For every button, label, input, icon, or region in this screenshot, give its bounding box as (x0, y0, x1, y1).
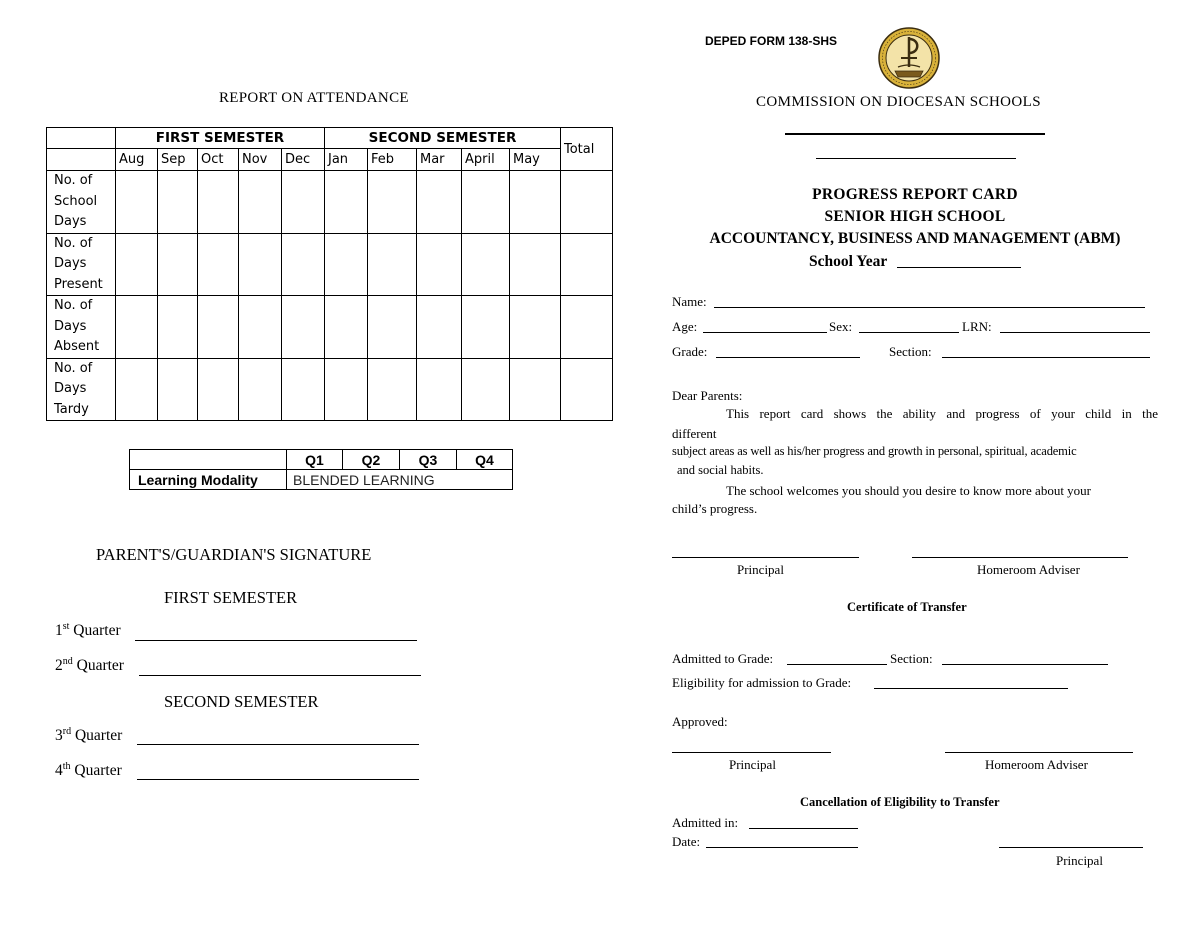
school-year-line[interactable] (897, 267, 1021, 268)
quarter-2-label: 2nd Quarter (55, 656, 124, 674)
adviser2-signature-line[interactable] (945, 752, 1133, 753)
quarter-3-signature-line[interactable] (137, 744, 419, 745)
quarter-4-signature-line[interactable] (137, 779, 419, 780)
school-name-line[interactable] (785, 133, 1045, 135)
cell[interactable] (561, 296, 613, 359)
principal-signature-line[interactable] (672, 557, 859, 558)
report-card-title: PROGRESS REPORT CARD (812, 186, 1018, 203)
quarter-q1: Q1 (287, 450, 343, 470)
letter-line-4: The school welcomes you should you desire to know more about your (726, 483, 1092, 498)
cell[interactable] (510, 358, 561, 421)
attendance-table (46, 127, 613, 421)
lrn-label: LRN: (962, 319, 992, 334)
month-may: May (510, 149, 561, 171)
cell[interactable] (462, 358, 510, 421)
adviser-label: Homeroom Adviser (977, 562, 1080, 577)
grade-label: Grade: (672, 344, 708, 359)
quarter-2-signature-line[interactable] (139, 675, 421, 676)
principal3-signature-line[interactable] (999, 847, 1143, 848)
date-label: Date: (672, 834, 701, 849)
cell[interactable] (417, 296, 462, 359)
eligibility-line[interactable] (874, 688, 1068, 689)
letter-line-5: child’s progress. (672, 501, 758, 516)
total-header (561, 128, 613, 171)
learning-modality-table (129, 449, 513, 490)
row-label: No. of Days Present (47, 233, 116, 296)
admitted-in-line[interactable] (749, 828, 858, 829)
adviser-signature-line[interactable] (912, 557, 1128, 558)
cell[interactable] (368, 358, 417, 421)
principal2-label: Principal (729, 757, 776, 772)
cert-section-line[interactable] (942, 664, 1108, 665)
month-jan: Jan (325, 149, 368, 171)
cell[interactable] (239, 358, 282, 421)
sex-label: Sex: (829, 319, 853, 334)
lrn-line[interactable] (1000, 332, 1150, 333)
cell[interactable] (282, 358, 325, 421)
cell[interactable] (462, 296, 510, 359)
quarter-q4: Q4 (457, 450, 513, 470)
commission-title: COMMISSION ON DIOCESAN SCHOOLS (756, 94, 1041, 110)
row-label: No. of School Days (47, 171, 116, 234)
month-oct: Oct (198, 149, 239, 171)
admitted-grade-label: Admitted to Grade: (672, 651, 774, 666)
section-line[interactable] (942, 357, 1150, 358)
name-line[interactable] (714, 307, 1145, 308)
quarter-3-label: 3rd Quarter (55, 726, 123, 744)
name-label: Name: (672, 294, 707, 309)
row-label: No. of Days Tardy (47, 358, 116, 421)
month-sep: Sep (158, 149, 198, 171)
eligibility-label: Eligibility for admission to Grade: (672, 675, 852, 690)
quarter-1-label: 1st Quarter (55, 621, 121, 639)
cell[interactable] (239, 296, 282, 359)
cancellation-title: Cancellation of Eligibility to Transfer (800, 795, 1000, 809)
principal2-signature-line[interactable] (672, 752, 831, 753)
first-semester-header: FIRST SEMESTER (116, 128, 325, 149)
blank-month-cell (47, 149, 116, 171)
attendance-title: REPORT ON ATTENDANCE (219, 90, 409, 106)
blank-cell (130, 450, 287, 470)
letter-line-2: subject areas as well as his/her progress and growth in personal, spiritual, academic (672, 444, 1077, 458)
month-feb: Feb (368, 149, 417, 171)
month-nov: Nov (239, 149, 282, 171)
cell[interactable] (325, 358, 368, 421)
school-seal-icon (878, 27, 940, 89)
cell[interactable] (198, 358, 239, 421)
signature-title: PARENT'S/GUARDIAN'S SIGNATURE (96, 545, 372, 564)
form-code: DEPED FORM 138-SHS (705, 34, 838, 48)
quarter-1-signature-line[interactable] (135, 640, 417, 641)
section-label: Section: (889, 344, 932, 359)
quarter-4-label: 4th Quarter (55, 761, 122, 779)
strand-title: ACCOUNTANCY, BUSINESS AND MANAGEMENT (ABM) (709, 230, 1121, 247)
letter-line-1: This report card shows the ability and progress of your child in the (726, 406, 1158, 421)
cell[interactable] (417, 358, 462, 421)
cell[interactable] (368, 296, 417, 359)
sig-first-semester: FIRST SEMESTER (164, 588, 298, 607)
month-dec: Dec (282, 149, 325, 171)
cell[interactable] (116, 358, 158, 421)
grade-line[interactable] (716, 357, 860, 358)
school-year-label: School Year (809, 253, 888, 270)
cell[interactable] (282, 296, 325, 359)
approved-label: Approved: (672, 714, 728, 729)
age-label: Age: (672, 319, 698, 334)
principal-label: Principal (737, 562, 784, 577)
certificate-title: Certificate of Transfer (847, 600, 967, 614)
letter-line-1b: different (672, 426, 717, 441)
learning-modality-value[interactable]: BLENDED LEARNING (287, 470, 513, 490)
school-address-line[interactable] (816, 158, 1016, 159)
row-label: No. of Days Absent (47, 296, 116, 359)
sex-line[interactable] (859, 332, 959, 333)
cell[interactable] (325, 296, 368, 359)
admitted-grade-line[interactable] (787, 664, 887, 665)
cell[interactable] (198, 296, 239, 359)
principal3-label: Principal (1056, 853, 1103, 868)
month-mar: Mar (417, 149, 462, 171)
admitted-in-label: Admitted in: (672, 815, 739, 830)
cell[interactable] (158, 358, 198, 421)
month-april: April (462, 149, 510, 171)
row-days-tardy (47, 358, 613, 421)
sig-second-semester: SECOND SEMESTER (164, 692, 319, 711)
letter-line-3: and social habits. (677, 463, 764, 477)
month-aug: Aug (116, 149, 158, 171)
cert-section-label: Section: (890, 651, 933, 666)
row-days-absent (47, 296, 613, 359)
second-semester-header: SECOND SEMESTER (325, 128, 561, 149)
adviser2-label: Homeroom Adviser (985, 757, 1088, 772)
quarter-q3: Q3 (400, 450, 457, 470)
dear-parents: Dear Parents: (672, 388, 743, 403)
cell[interactable] (561, 358, 613, 421)
cell[interactable] (158, 296, 198, 359)
date-line[interactable] (706, 847, 858, 848)
cell[interactable] (116, 296, 158, 359)
quarter-q2: Q2 (343, 450, 400, 470)
age-line[interactable] (703, 332, 827, 333)
blank-header (47, 128, 116, 149)
learning-modality-label: Learning Modality (130, 470, 287, 490)
senior-high-title: SENIOR HIGH SCHOOL (824, 208, 1006, 225)
total-label: Total (564, 141, 595, 157)
cell[interactable] (510, 296, 561, 359)
